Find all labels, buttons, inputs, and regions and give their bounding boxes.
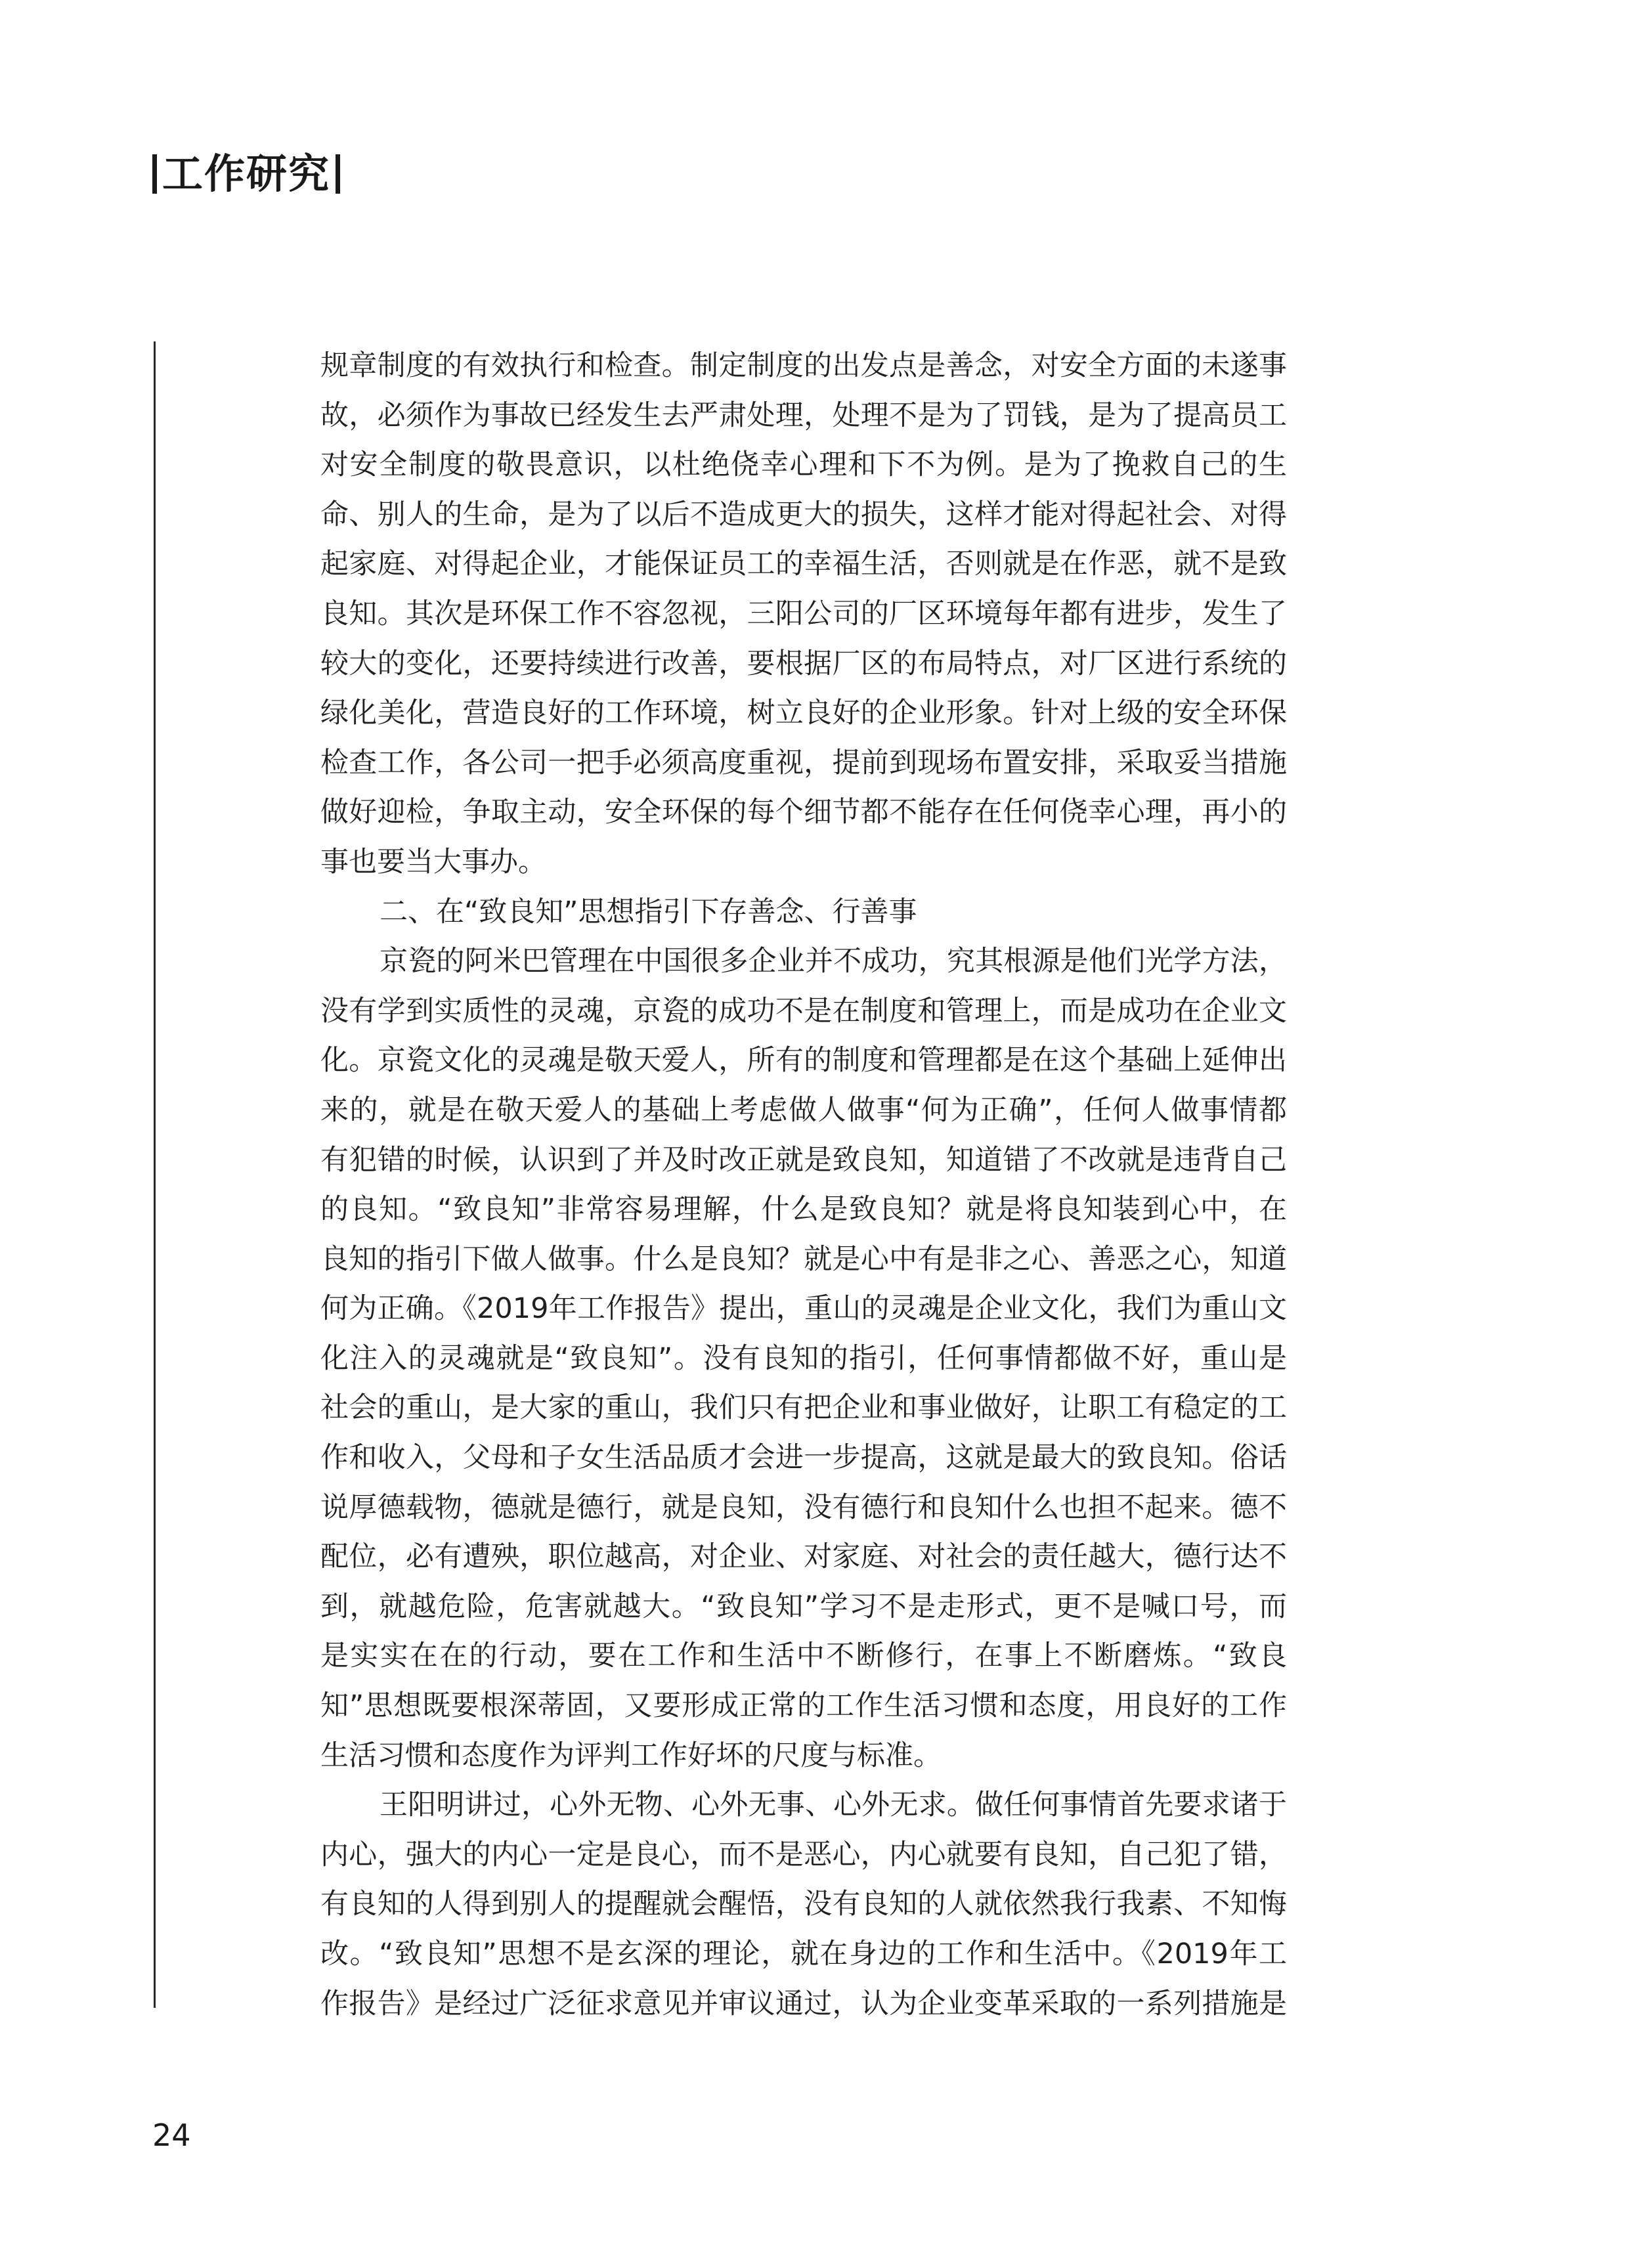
section-header	[152, 146, 340, 202]
body-line: 做好迎检，争取主动，安全环保的每个细节都不能存在任何侥幸心理，再小的	[320, 796, 1287, 829]
page-number: 24	[152, 2117, 191, 2153]
body-line: 生活习惯和态度作为评判工作好坏的尺度与标准。	[320, 1739, 942, 1772]
body-line: 有犯错的时候，认识到了并及时改正就是致良知，知道错了不改就是违背自己	[320, 1143, 1287, 1177]
body-line: 内心，强大的内心一定是良心，而不是恶心，内心就要有良知，自己犯了错，	[320, 1838, 1287, 1871]
body-line: 绿化美化，营造良好的工作环境，树立良好的企业形象。针对上级的安全环保	[320, 697, 1287, 730]
body-line: 王阳明讲过，心外无物、心外无事、心外无求。做任何事情首先要求诸于	[380, 1789, 1287, 1822]
article-body	[320, 341, 1287, 2029]
body-line: 命、别人的生命，是为了以后不造成更大的损失，这样才能对得起社会、对得	[320, 498, 1287, 531]
body-line: 没有学到实质性的灵魂，京瓷的成功不是在制度和管理上，而是成功在企业文	[320, 994, 1287, 1028]
body-line: 良知的指引下做人做事。什么是良知？就是心中有是非之心、善恶之心，知道	[320, 1242, 1287, 1276]
section-title: 工作研究	[162, 150, 331, 198]
body-line: 社会的重山，是大家的重山，我们只有把企业和事业做好，让职工有稳定的工	[320, 1391, 1287, 1425]
margin-rule	[154, 341, 156, 2008]
body-line: 检查工作，各公司一把手必须高度重视，提前到现场布置安排，采取妥当措施	[320, 746, 1287, 779]
header-right-bar	[336, 154, 340, 194]
body-line: 较大的变化，还要持续进行改善，要根据厂区的布局特点，对厂区进行系统的	[320, 647, 1287, 680]
body-line: 作报告》是经过广泛征求意见并审议通过，认为企业变革采取的一系列措施是	[320, 1987, 1287, 2020]
body-line: 化。京瓷文化的灵魂是敬天爱人，所有的制度和管理都是在这个基础上延伸出	[320, 1044, 1287, 1077]
body-line: 二、在“致良知”思想指引下存善念、行善事	[380, 895, 917, 928]
header-left-bar	[152, 154, 157, 194]
body-line: 规章制度的有效执行和检查。制定制度的出发点是善念，对安全方面的未遂事	[320, 349, 1287, 382]
body-line: 良知。其次是环保工作不容忽视，三阳公司的厂区环境每年都有进步，发生了	[320, 597, 1287, 630]
body-line: 配位，必有遭殃，职位越高，对企业、对家庭、对社会的责任越大，德行达不	[320, 1540, 1287, 1574]
body-line: 说厚德载物，德就是德行，就是良知，没有德行和良知什么也担不起来。德不	[320, 1490, 1287, 1524]
body-line: 何为正确。《2019年工作报告》提出，重山的灵魂是企业文化，我们为重山文	[320, 1292, 1287, 1326]
body-line: 是实实在在的行动，要在工作和生活中不断修行，在事上不断磨炼。“致良	[320, 1639, 1287, 1673]
body-line: 来的，就是在敬天爱人的基础上考虑做人做事“何为正确”，任何人做事情都	[320, 1093, 1287, 1127]
body-line: 知”思想既要根深蒂固，又要形成正常的工作生活习惯和态度，用良好的工作	[320, 1689, 1287, 1723]
body-line: 起家庭、对得起企业，才能保证员工的幸福生活，否则就是在作恶，就不是致	[320, 548, 1287, 581]
body-line: 京瓷的阿米巴管理在中国很多企业并不成功，究其根源是他们光学方法，	[380, 945, 1287, 978]
body-line: 事也要当大事办。	[320, 845, 546, 879]
body-line: 作和收入，父母和子女生活品质才会进一步提高，这就是最大的致良知。俗话	[320, 1441, 1287, 1475]
body-line: 的良知。“致良知”非常容易理解，什么是致良知？就是将良知装到心中，在	[320, 1193, 1287, 1227]
body-line: 到，就越危险，危害就越大。“致良知”学习不是走形式，更不是喊口号，而	[320, 1590, 1287, 1623]
body-line: 化注入的灵魂就是“致良知”。没有良知的指引，任何事情都做不好，重山是	[320, 1341, 1287, 1375]
body-line: 故，必须作为事故已经发生去严肃处理，处理不是为了罚钱，是为了提高员工	[320, 399, 1287, 432]
body-line: 有良知的人得到别人的提醒就会醒悟，没有良知的人就依然我行我素、不知悔	[320, 1888, 1287, 1921]
body-line: 改。“致良知”思想不是玄深的理论，就在身边的工作和生活中。《2019年工	[320, 1938, 1287, 1970]
body-line: 对安全制度的敬畏意识，以杜绝侥幸心理和下不为例。是为了挽救自己的生	[320, 448, 1287, 482]
